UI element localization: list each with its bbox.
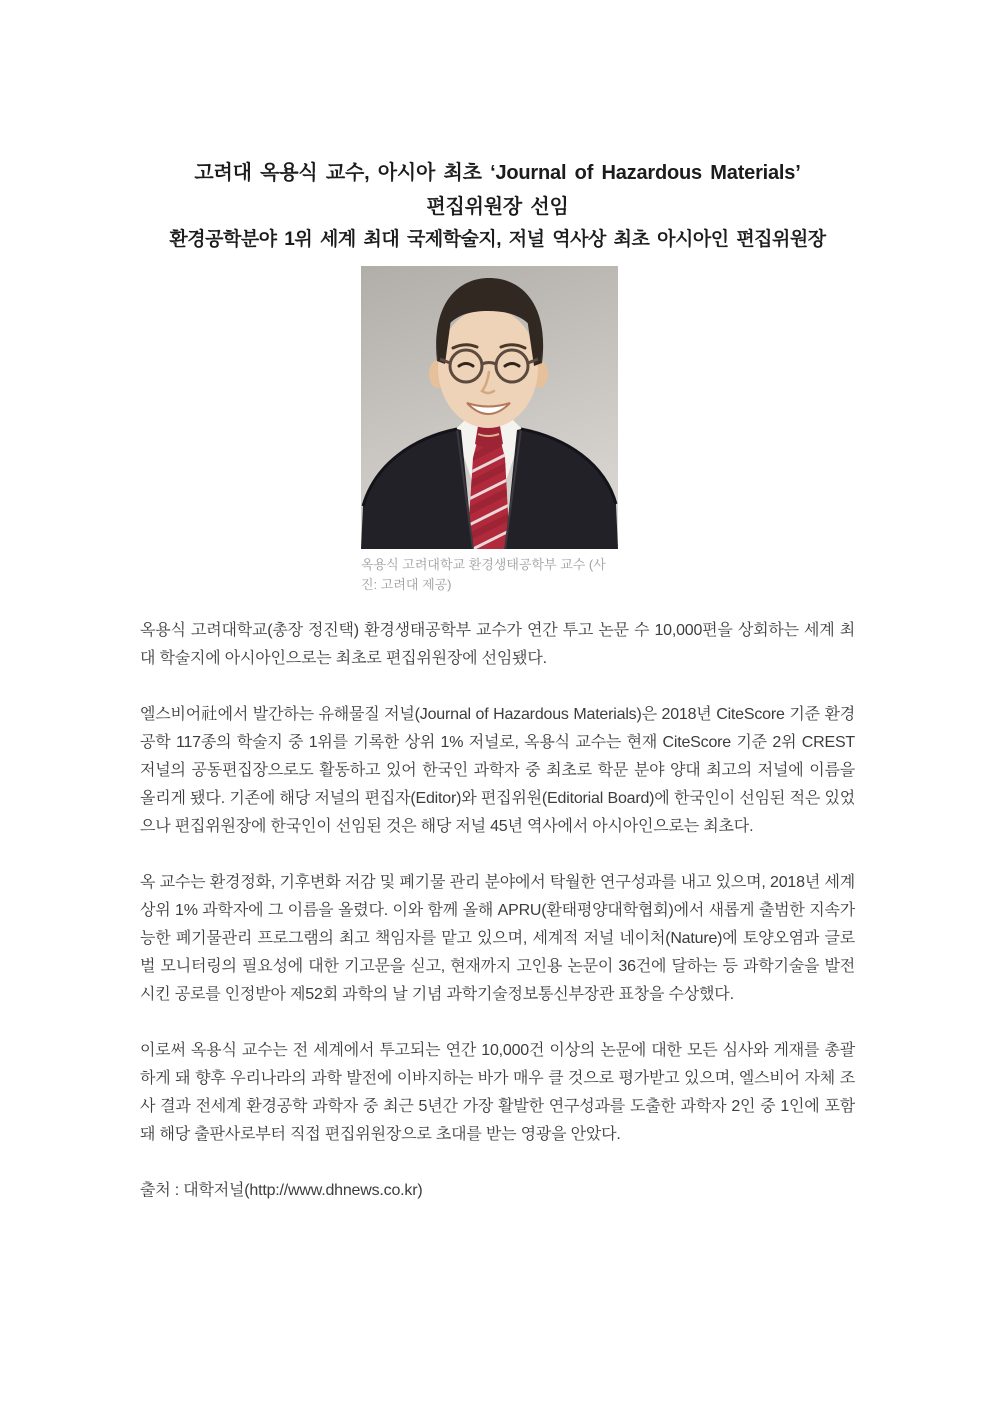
paragraph-4: 이로써 옥용식 교수는 전 세계에서 투고되는 연간 10,000건 이상의 논문에 대한 모든 심사와 게재를 총괄하게 돼 향후 우리나라의 과학 발전에 이바지하는 바가 매우 클 것으로 평가받고 있으며, 엘스비어 자체 조사 결과 전세계 환경공학 과학자 중 최근 5년간 가장 활발한 연구성과를 도출한 과학자 2인 중 1인에 포함돼 해당 출판사로부터 직접 편집위원장으로 초대를 받는 영광을 안았다.	[140, 1042, 855, 1143]
article-figure	[361, 266, 618, 595]
source-attribution: 출처 : 대학저널(http://www.dhnews.co.kr)	[140, 1182, 423, 1199]
professor-portrait-illustration	[361, 266, 618, 549]
paragraph-3: 옥 교수는 환경정화, 기후변화 저감 및 폐기물 관리 분야에서 탁월한 연구성과를 내고 있으며, 2018년 세계 상위 1% 과학자에 그 이름을 올렸다. 이와 함께 올해 APRU(환태평양대학협회)에서 새롭게 출범한 지속가능한 폐기물관리 프로그램의 최고 책임자를 맡고 있으며, 세계적 저널 네이처(Nature)에 토양오염과 글로벌 모니터링의 필요성에 대한 기고문을 싣고, 현재까지 고인용 논문이 36건에 달하는 등 과학기술을 발전시킨 공로를 인정받아 제52회 과학의 날 기념 과학기술정보통신부장관 표창을 수상했다.	[140, 874, 855, 1003]
paragraph-1: 옥용식 고려대학교(총장 정진택) 환경생태공학부 교수가 연간 투고 논문 수 10,000편을 상회하는 세계 최대 학술지에 아시아인으로는 최초로 편집위원장에 선임됐다.	[140, 622, 855, 667]
professor-photo	[361, 266, 618, 549]
article-title-line-2: 편집위원장 선임	[426, 196, 569, 218]
photo-caption: 옥용식 고려대학교 환경생태공학부 교수 (사진: 고려대 제공)	[361, 557, 606, 592]
article-title-line-1: 고려대 옥용식 교수, 아시아 최초 ‘Journal of Hazardous Materials’	[194, 162, 801, 184]
article-title-block	[140, 156, 855, 255]
article-body	[140, 617, 855, 1205]
paragraph-2: 엘스비어社에서 발간하는 유해물질 저널(Journal of Hazardous Materials)은 2018년 CiteScore 기준 환경공학 117종의 학술지 중 1위를 기록한 상위 1% 저널로, 옥용식 교수는 현재 CiteScore 기준 2위 CREST 저널의 공동편집장으로도 활동하고 있어 한국인 과학자 중 최초로 학문 분야 양대 최고의 저널에 이름을 올리게 됐다. 기존에 해당 저널의 편집자(Editor)와 편집위원(Editorial Board)에 한국인이 선임된 적은 있었으나 편집위원장에 한국인이 선임된 것은 해당 저널 45년 역사에서 아시아인으로는 최초다.	[140, 706, 855, 835]
article-subtitle: 환경공학분야 1위 세계 최대 국제학술지, 저널 역사상 최초 아시아인 편집위원장	[169, 229, 826, 250]
